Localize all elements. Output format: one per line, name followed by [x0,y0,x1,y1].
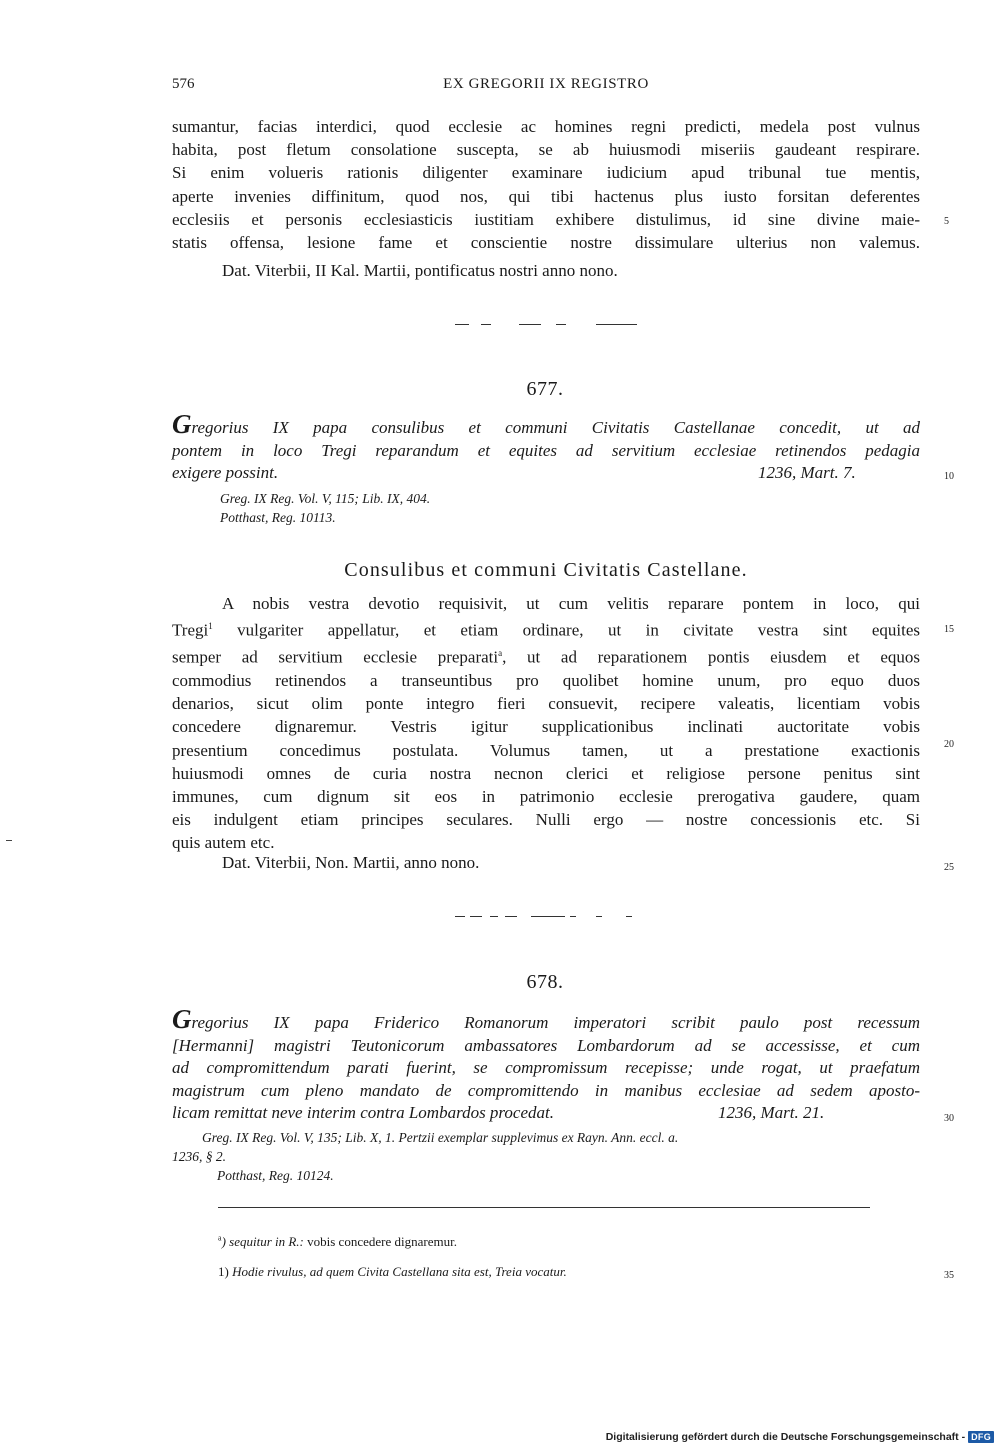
text-line: A nobis vestra devotio requisivit, ut cum velitis reparare pontem in loco, qui [222,594,920,613]
separator-dash [481,324,491,325]
text-line: sumantur, facias interdici, quod ecclesie ac homines regni predicti, medela post vulnus [172,117,920,136]
text-line: presentium concedimus postulata. Volumus tamen, ut a prestatione exactionis [172,740,920,760]
regest-line: regorius IX papa consulibus et communi Civitatis Castellanae concedit, ut ad [191,418,920,437]
separator-dash [455,324,469,325]
text-line: statis offensa, lesione fame et conscientie nostre dissimulare ulterius non valemus. [172,233,920,253]
text-line: habita, post fletum consolatione suscepta, se ab huiusmodi miseriis gaudeant respirare. [172,140,920,160]
letter-number-677: 677. [526,378,564,400]
regest-line: exigere possint. [172,463,279,482]
text-line: concedere dignaremur. Vestris igitur supplicationibus inclinati auctoritate vobis [172,717,920,737]
dating-line: Dat. Viterbii, II Kal. Martii, pontificatus nostri anno nono. [222,261,618,280]
separator-dash [596,324,637,325]
regest-677 [172,409,920,485]
footnote-a: $^a$) sequitur in R.: vobis concedere dignaremur. [218,1233,457,1249]
regest-date: 1236, Mart. 7. [758,463,856,482]
margin-line-number: 15 [944,624,954,635]
footer-text: Digitalisierung gefördert durch die Deutsche Forschungsgemeinschaft - [605,1430,966,1443]
margin-line-number: 35 [944,1270,954,1281]
letter-677-text [172,592,920,855]
prev-letter-dating [172,259,970,282]
footnote-1: 1) Hodie rivulus, ad quem Civita Castellana sita est, Treia vocatur. [218,1264,567,1279]
separator-dash [626,916,632,917]
text-line: aperte invenies diffinitum, quod nos, qui tibi hactenus plus iusto forsitan deferentes [172,186,920,206]
separator-dash [470,916,482,917]
separator-dash [556,324,566,325]
page-number: 576 [172,76,195,92]
margin-line-number: 25 [944,862,954,873]
regest-line: pontem in loco Tregi reparandum et equites ad servitium ecclesiae retinendos pedagia [172,440,920,460]
regest-line: [Hermanni] magistri Teutonicorum ambassatores Lombardorum ad se accessisse, et cum [172,1035,920,1055]
regest-678 [172,1004,920,1125]
letter-677-dating [172,851,970,874]
separator-dash [570,916,576,917]
regest-line: ad compromittendum parati fuerint, se compromissum recepisse; unde rogat, ut praefatum [172,1058,920,1077]
source-line: Potthast, Reg. 10113. [220,510,336,525]
regest-line: regorius IX papa Friderico Romanorum imperatori scribit paulo post recessum [191,1013,920,1032]
text-line: ecclesiis et personis ecclesiasticis iustitiam exhibere distulimus, id sine divine maie- [172,209,920,229]
prev-letter-text [172,115,920,254]
sources-677 [220,489,920,527]
dfg-logo: DFG [968,1431,994,1443]
regest-date: 1236, Mart. 21. [718,1103,825,1122]
source-line: Potthast, Reg. 10124. [217,1168,334,1183]
footnote-rule [218,1207,870,1208]
margin-mark [6,840,12,841]
address-line: Consulibus et communi Civitatis Castellane. [344,559,748,581]
text-line: semper ad servitium ecclesie preparati$^a$, ut ad reparationem pontis eiusdem et equos [172,647,921,667]
separator-dash [531,916,565,917]
page-header [172,76,920,96]
margin-line-number: 10 [944,471,954,482]
text-line: huiusmodi omnes de curia nostra necnon clerici et religiose persone penitus sint [172,763,920,783]
initial-letter: G [172,1004,192,1034]
margin-line-number: 20 [944,739,954,750]
initial-letter: G [172,409,192,439]
separator-dash [490,916,498,917]
sources-678 [172,1128,920,1185]
running-head: EX GREGORII IX REGISTRO [443,76,649,92]
separator-dash [505,916,517,917]
text-line: eis indulgent etiam principes seculares. Nulli ergo — nostre concessionis etc. Si [172,810,920,830]
regest-line: magistrum cum pleno mandato de compromittendo in manibus ecclesiae ad sedem aposto- [172,1080,920,1100]
text-line: Tregi$^1$ vulgariter appellatur, et etiam ordinare, ut in civitate vestra sint equites [172,620,920,640]
text-line: commodius retinendos a transeuntibus pro quolibet homine unum, pro equo duos [172,670,920,690]
separator-dash [596,916,602,917]
text-line: immunes, cum dignum sit eos in patrimonio ecclesie prerogativa gaudere, quam [172,786,920,806]
separator-dash [455,916,465,917]
letter-number-678: 678. [526,971,564,993]
source-line: 1236, § 2. [172,1149,226,1164]
dating-line: Dat. Viterbii, Non. Martii, anno nono. [222,853,480,872]
separator-dash [519,324,541,325]
margin-line-number: 5 [944,216,949,227]
text-line: Si enim volueris rationis diligenter examinare iudicium apud tribunal tue mentis, [172,163,920,183]
source-line: Greg. IX Reg. Vol. V, 135; Lib. X, 1. Pertzii exemplar supplevimus ex Rayn. Ann. eccl. a. [202,1130,679,1145]
digitization-footer [606,1427,1000,1446]
source-line: Greg. IX Reg. Vol. V, 115; Lib. IX, 404. [220,491,431,506]
regest-line: licam remittat neve interim contra Lombardos procedat. [172,1103,554,1122]
text-line: quis autem etc. [172,833,275,853]
text-line: denarios, sicut olim ponte integro fieri consuevit, recipere valeatis, licentiam vobis [172,694,920,714]
margin-line-number: 30 [944,1113,954,1124]
